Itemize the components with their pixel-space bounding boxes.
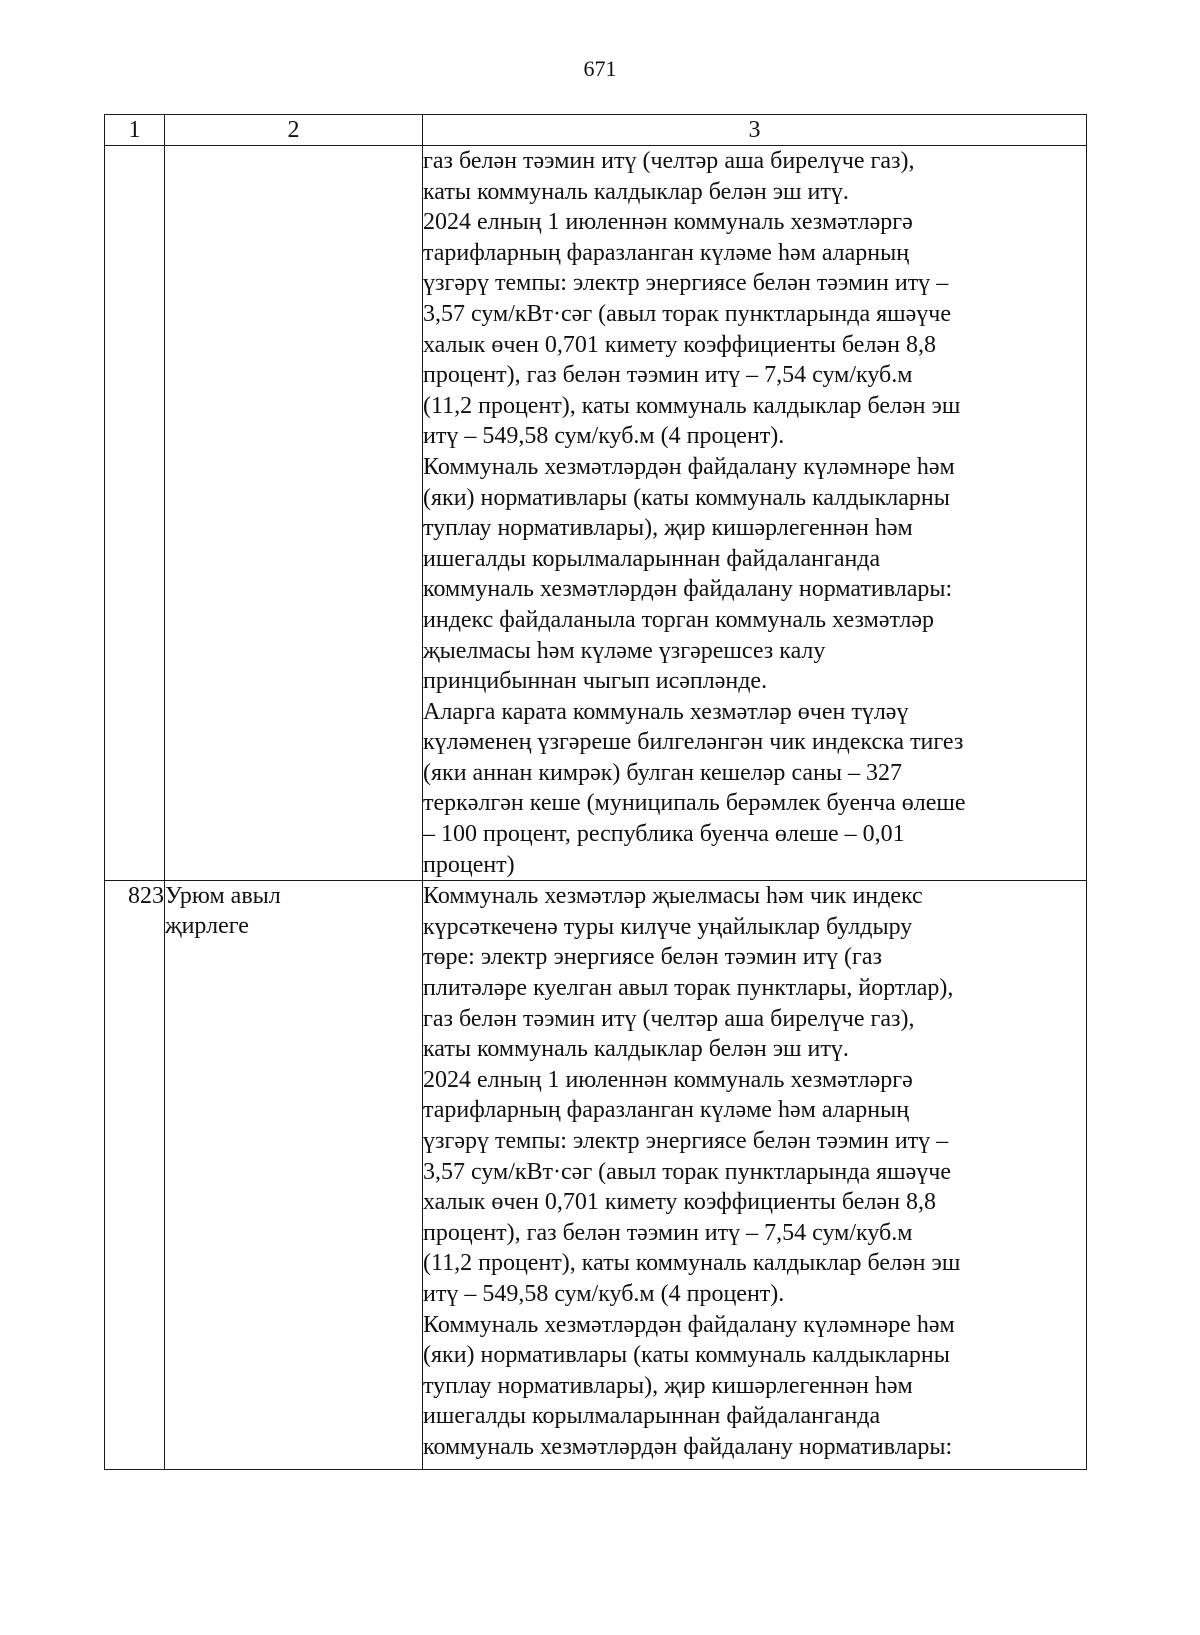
- table-row: [105, 881, 1087, 1470]
- text-line: теркәлгән кеше (муниципаль берәмлек буенча өлеше: [423, 790, 966, 817]
- settlement-name-cell: [165, 146, 423, 881]
- text-line: (яки) нормативлары (каты коммуналь калдыкларны: [423, 1342, 950, 1369]
- text-line: итү – 549,58 сум/куб.м (4 процент).: [423, 1280, 785, 1307]
- text-line: 2024 елның 1 июленнән коммуналь хезмәтләргә: [423, 209, 913, 236]
- row-number-cell: [105, 146, 165, 881]
- text-line: газ белән тәэмин итү (челтәр аша бирелүче газ),: [423, 1005, 915, 1032]
- text-line: Коммуналь хезмәтләр җыелмасы һәм чик индекс: [423, 883, 923, 910]
- text-line: үзгәрү темпы: электр энергиясе белән тәэмин итү –: [423, 1128, 949, 1154]
- text-line: халык өчен 0,701 кимету коэффициенты белән 8,8: [423, 331, 936, 358]
- text-line: процент), газ белән тәэмин итү – 7,54 сум/куб.м: [423, 362, 913, 389]
- text-line: (яки аннан кимрәк) булган кешеләр саны – 327: [423, 759, 903, 786]
- settlement-name-line: Урюм авыл: [165, 883, 281, 910]
- table-row: [105, 146, 1087, 881]
- text-line: туплау нормативлары), җир кишәрлегеннән һәм: [423, 1372, 913, 1399]
- text-line: тарифларның фаразланган күләме һәм аларның: [423, 239, 910, 266]
- column-header-1: 1: [105, 115, 165, 146]
- description-cell: [423, 146, 1087, 881]
- text-line: Коммуналь хезмәтләрдән файдалану күләмнәре һәм: [423, 453, 955, 480]
- description-paragraph: [423, 452, 1086, 697]
- settlement-name-line: җирлеге: [165, 913, 249, 940]
- text-line: (11,2 процент), каты коммуналь калдыклар белән эш: [423, 392, 961, 419]
- text-line: күләменең үзгәреше билгеләнгән чик индекска тигез: [423, 729, 964, 756]
- text-line: ишегалды корылмаларыннан файдаланганда: [423, 545, 881, 572]
- text-line: тарифларның фаразланган күләме һәм аларның: [423, 1097, 910, 1124]
- text-line: үзгәрү темпы: электр энергиясе белән тәэмин итү –: [423, 270, 949, 297]
- text-line: индекс файдаланыла торган коммуналь хезмәтләр: [423, 606, 934, 633]
- text-line: принцибыннан чыгып исәпләнде.: [423, 668, 768, 695]
- text-line: итү – 549,58 сум/куб.м (4 процент).: [423, 423, 785, 450]
- column-header-2: 2: [165, 115, 423, 146]
- description-paragraph: [423, 881, 1086, 1065]
- text-line: газ белән тәэмин итү (челтәр аша бирелүче газ),: [423, 148, 915, 174]
- text-line: туплау нормативлары), җир кишәрлегеннән һәм: [423, 515, 913, 542]
- text-line: 2024 елның 1 июленнән коммуналь хезмәтләргә: [423, 1066, 913, 1093]
- text-line: ишегалды корылмаларыннан файдаланганда: [423, 1403, 881, 1430]
- text-line: Коммуналь хезмәтләрдән файдалану күләмнәре һәм: [423, 1311, 955, 1338]
- description-paragraph: [423, 207, 1086, 452]
- text-line: коммуналь хезмәтләрдән файдалану нормативлары:: [423, 1433, 953, 1460]
- document-table: [104, 114, 1087, 1470]
- column-header-3: 3: [423, 115, 1087, 146]
- page-number: 671: [583, 56, 617, 81]
- text-line: күрсәткеченә туры килүче уңайлыклар булдыру: [423, 913, 913, 940]
- text-line: җыелмасы һәм күләме үзгәрешсез калу: [423, 637, 826, 664]
- text-line: 3,57 сум/кВт·сәг (авыл торак пунктларында яшәүче: [423, 300, 952, 327]
- row-number-cell: [105, 881, 165, 1470]
- text-line: каты коммуналь калдыклар белән эш итү.: [423, 1036, 849, 1063]
- text-line: плитәләре куелган авыл торак пунктлары, йортлар),: [423, 975, 954, 1002]
- text-line: халык өчен 0,701 кимету коэффициенты белән 8,8: [423, 1189, 936, 1216]
- text-line: (11,2 процент), каты коммуналь калдыклар белән эш: [423, 1250, 961, 1277]
- text-line: каты коммуналь калдыклар белән эш итү.: [423, 178, 849, 205]
- description-paragraph: [423, 1065, 1086, 1310]
- text-line: төре: электр энергиясе белән тәэмин итү (газ: [423, 944, 883, 971]
- description-paragraph: [423, 1310, 1086, 1463]
- settlement-name-cell: [165, 881, 423, 1470]
- table-header-row: [105, 115, 1087, 146]
- description-cell: [423, 881, 1087, 1470]
- description-paragraph: [423, 697, 1086, 881]
- text-line: Аларга карата коммуналь хезмәтләр өчен түләү: [423, 698, 909, 725]
- description-paragraph: [423, 146, 1086, 207]
- row-number: 823: [128, 883, 164, 910]
- text-line: коммуналь хезмәтләрдән файдалану нормативлары:: [423, 576, 953, 603]
- text-line: (яки) нормативлары (каты коммуналь калдыкларны: [423, 484, 950, 511]
- text-line: 3,57 сум/кВт·сәг (авыл торак пунктларында яшәүче: [423, 1158, 952, 1185]
- text-line: процент): [423, 851, 515, 878]
- text-line: процент), газ белән тәэмин итү – 7,54 сум/куб.м: [423, 1219, 913, 1246]
- text-line: – 100 процент, республика буенча өлеше – 0,01: [423, 821, 905, 848]
